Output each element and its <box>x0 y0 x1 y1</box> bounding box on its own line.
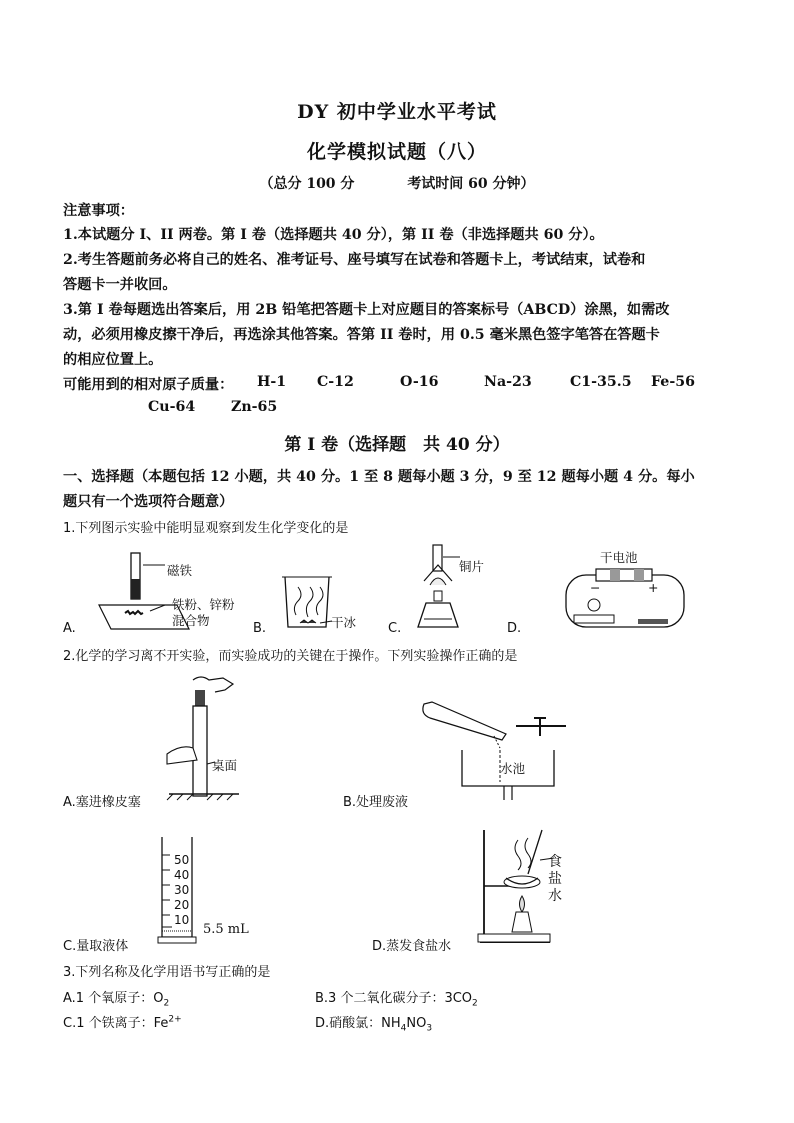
q1-d-minus: − <box>590 580 601 595</box>
q2-d-label-3: 水 <box>548 888 562 904</box>
q2-c-tick-10: 10 <box>174 913 190 927</box>
q3-option-c <box>63 1012 182 1031</box>
q2-c-tick-50: 50 <box>174 853 190 867</box>
notes-line-2a: 2.考生答题前务必将自己的姓名、准考证号、座号填写在试卷和答题卡上，考试结束，试卷和 <box>63 252 646 268</box>
q1-option-c: C. <box>388 621 402 636</box>
q1-b-label: 干冰 <box>331 615 357 630</box>
q3-d-sub1: 4 <box>400 1023 407 1034</box>
q3-option-b <box>315 987 478 1009</box>
q2-stem: 2.化学的学习离不开实验，而实验成功的关键在于操作。下列实验操作正确的是 <box>63 649 518 664</box>
section-intro-a: 一、选择题（本题包括 12 小题，共 40 分。1 至 8 题每小题 3 分，9 至 12 题每小题 4 分。每小 <box>63 469 695 485</box>
q1-fig-d <box>560 563 690 631</box>
total-score: （总分 100 分 <box>259 176 355 192</box>
q3-option-a <box>63 987 169 1009</box>
q3-d-text: D.硝酸氯：NH <box>315 1016 401 1031</box>
q2-option-c: C.量取液体 <box>63 939 129 954</box>
notes-line-3a: 3.第 I 卷每题选出答案后，用 2B 铅笔把答题卡上对应题目的答案标号（ABCD）涂黑，如需改 <box>63 302 670 318</box>
q2-c-volume-label: 5.5 mL <box>203 922 249 937</box>
q1-option-b: B. <box>253 621 267 636</box>
atomic-o: O-16 <box>400 374 439 390</box>
q3-c-sup: 2+ <box>168 1014 182 1025</box>
q2-option-b: B.处理废液 <box>343 795 409 810</box>
q2-option-a: A.塞进橡皮塞 <box>63 795 141 810</box>
notes-line-3b: 动，必须用橡皮擦干净后，再选涂其他答案。答第 II 卷时，用 0.5 毫米黑色签字笔答在答题卡 <box>63 327 660 343</box>
q2-fig-a <box>165 672 245 802</box>
q3-b-text: B.3 个二氧化碳分子：3CO <box>315 991 473 1006</box>
exam-info <box>0 173 794 193</box>
q1-d-label: 干电池 <box>600 550 638 565</box>
q2-c-tick-30: 30 <box>174 883 190 897</box>
atomic-c: C-12 <box>317 374 354 390</box>
atomic-fe: Fe-56 <box>651 374 695 390</box>
atomic-h: H-1 <box>257 374 287 390</box>
atomic-cl: C1-35.5 <box>570 374 632 390</box>
q3-b-sub: 2 <box>472 998 478 1009</box>
atomic-zn: Zn-65 <box>231 399 278 415</box>
q2-d-label-1: 食 <box>548 854 562 870</box>
q3-a-sub: 2 <box>163 998 170 1009</box>
q1-option-d: D. <box>507 621 522 636</box>
notes-line-2b: 答题卡一并收回。 <box>63 277 177 293</box>
exam-title: DY 初中学业水平考试 <box>297 101 497 123</box>
atomic-cu: Cu-64 <box>148 399 196 415</box>
q3-a-text: A.1 个氧原子：O <box>63 991 164 1006</box>
q1-a-label-magnet: 磁铁 <box>167 563 193 578</box>
q3-d-sub2: 3 <box>426 1023 433 1034</box>
q2-option-d: D.蒸发食盐水 <box>372 939 452 954</box>
q1-stem: 1.下列图示实验中能明显观察到发生化学变化的是 <box>63 521 349 536</box>
atomic-na: Na-23 <box>484 374 532 390</box>
exam-time: 考试时间 60 分钟） <box>407 176 535 192</box>
q1-c-label: 铜片 <box>459 559 485 574</box>
q2-a-label: 桌面 <box>212 758 238 773</box>
q2-b-label: 水池 <box>500 761 526 776</box>
exam-subtitle: 化学模拟试题（八） <box>306 141 487 163</box>
notes-line-3c: 的相应位置上。 <box>63 352 163 368</box>
atomic-label: 可能用到的相对原子质量： <box>63 377 234 393</box>
notes-line-1: 1.本试题分 I、II 两卷。第 I 卷（选择题共 40 分），第 II 卷（非选择题共 60 分）。 <box>63 227 604 243</box>
q3-option-d <box>315 1012 432 1034</box>
section-title: 第 I 卷（选择题 共 40 分） <box>284 435 510 455</box>
q2-d-label-2: 盐 <box>548 871 562 887</box>
section-intro-b: 题只有一个选项符合题意） <box>63 494 234 510</box>
q2-c-tick-40: 40 <box>174 868 190 882</box>
q1-d-plus: + <box>648 580 659 595</box>
q3-stem: 3.下列名称及化学用语书写正确的是 <box>63 965 271 980</box>
q1-option-a: A. <box>63 621 76 636</box>
q2-c-tick-20: 20 <box>174 898 190 912</box>
q1-a-label-mixture: 混合物 <box>172 613 210 628</box>
q3-c-text: C.1 个铁离子：Fe <box>63 1016 169 1031</box>
q3-d-mid: NO <box>406 1016 427 1031</box>
q2-fig-b <box>420 700 570 802</box>
q1-a-label-powder: 铁粉、锌粉 <box>172 597 235 612</box>
notes-heading: 注意事项： <box>63 203 134 219</box>
